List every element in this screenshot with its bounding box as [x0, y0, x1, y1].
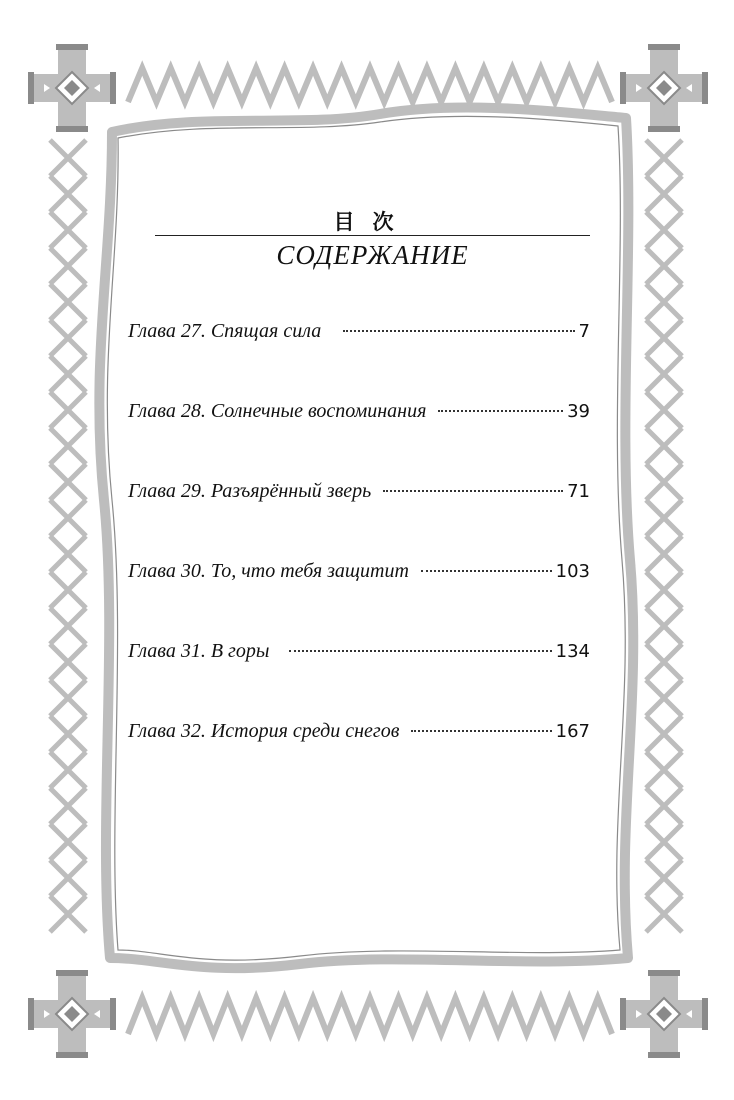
toc-entry[interactable] [128, 400, 590, 440]
chevron-motif [50, 824, 86, 860]
chevron-motif [646, 500, 682, 536]
toc-entry[interactable] [128, 320, 590, 360]
right-chevron-column [646, 140, 682, 932]
chevron-motif [646, 644, 682, 680]
toc-entry-page: 39 [567, 401, 590, 422]
chevron-motif [50, 896, 86, 932]
chevron-motif [646, 464, 682, 500]
chevron-motif [50, 176, 86, 212]
chevron-motif [646, 716, 682, 752]
toc-entry-page: 103 [555, 561, 590, 582]
toc-entry[interactable] [128, 640, 590, 680]
toc-entry-title: Глава 29. Разъярённый зверь [128, 480, 372, 502]
chevron-motif [50, 356, 86, 392]
chevron-motif [50, 320, 86, 356]
chevron-motif [50, 680, 86, 716]
chevron-motif [646, 824, 682, 860]
chevron-motif [646, 572, 682, 608]
chevron-motif [50, 716, 86, 752]
toc-leader-dots [421, 570, 552, 572]
chevron-motif [50, 788, 86, 824]
zigzag-top [128, 68, 612, 102]
zigzag-bottom [128, 998, 612, 1034]
toc-entry-page: 167 [555, 721, 590, 742]
chevron-motif [50, 140, 86, 176]
chevron-motif [646, 356, 682, 392]
chevron-motif [646, 896, 682, 932]
chevron-motif [50, 500, 86, 536]
cross-ornament-top-right [620, 44, 708, 132]
chevron-motif [646, 752, 682, 788]
chevron-motif [646, 140, 682, 176]
chevron-motif [50, 752, 86, 788]
chevron-motif [646, 860, 682, 896]
toc-leader-dots [343, 330, 574, 332]
chevron-motif [646, 788, 682, 824]
toc-leader-dots [383, 490, 563, 492]
chevron-motif [646, 608, 682, 644]
chevron-motif [50, 464, 86, 500]
chevron-motif [50, 428, 86, 464]
heading-japanese: 目次 [333, 210, 412, 234]
chevron-motif [646, 176, 682, 212]
chevron-motif [50, 212, 86, 248]
toc-leader-dots [289, 650, 551, 652]
wavy-frame [99, 107, 633, 968]
toc-entry-title: Глава 27. Спящая сила [128, 320, 322, 342]
chevron-motif [646, 428, 682, 464]
chevron-motif [50, 392, 86, 428]
toc-entry-title: Глава 32. История среди снегов [128, 720, 400, 742]
toc-entry-title: Глава 31. В горы [128, 640, 270, 662]
toc-leader-dots [438, 410, 563, 412]
toc-entry[interactable] [128, 480, 590, 520]
chevron-motif [50, 284, 86, 320]
chevron-motif [646, 284, 682, 320]
chevron-motif [50, 572, 86, 608]
cross-ornament-top-left [28, 44, 116, 132]
left-chevron-column [50, 140, 86, 932]
chevron-motif [646, 392, 682, 428]
toc-entry[interactable] [128, 560, 590, 600]
toc-leader-dots [411, 730, 551, 732]
chevron-motif [646, 680, 682, 716]
toc-entry-page: 7 [578, 321, 590, 342]
chevron-motif [50, 644, 86, 680]
chevron-motif [50, 860, 86, 896]
toc-entry-page: 71 [567, 481, 590, 502]
chevron-motif [50, 608, 86, 644]
heading-rule [155, 235, 590, 236]
cross-ornament-bottom-left [28, 970, 116, 1058]
chevron-motif [50, 536, 86, 572]
chevron-motif [646, 320, 682, 356]
toc-entry-page: 134 [555, 641, 590, 662]
heading-russian: СОДЕРЖАНИЕ [276, 240, 469, 270]
chevron-motif [646, 536, 682, 572]
chevron-motif [646, 248, 682, 284]
toc-entry-title: Глава 30. То, что тебя защитит [128, 560, 409, 582]
chevron-motif [646, 212, 682, 248]
chevron-motif [50, 248, 86, 284]
toc-entry-title: Глава 28. Солнечные воспоминания [128, 400, 427, 422]
cross-ornament-bottom-right [620, 970, 708, 1058]
toc-entry[interactable] [128, 720, 590, 760]
